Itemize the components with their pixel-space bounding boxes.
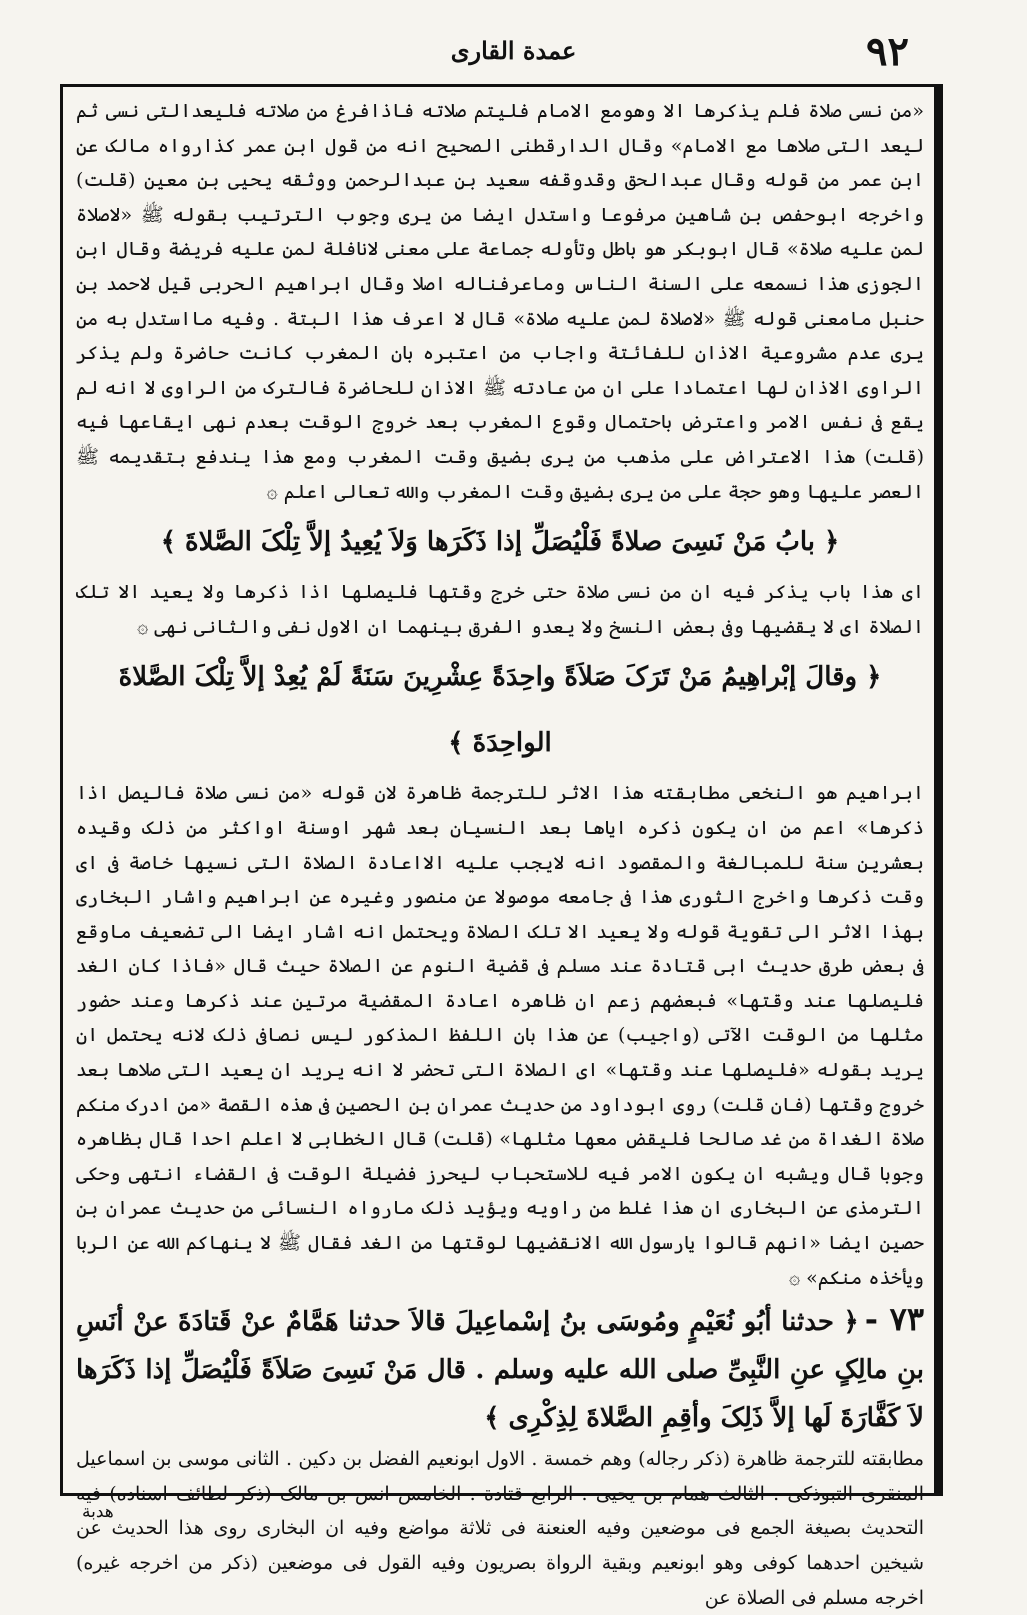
page-number: ٩٢ bbox=[866, 28, 909, 75]
paragraph-commentary-2: ای هذا باب یذکر فیه ان من نسی صلاة حتی خرج وقتها فلیصلها اذا ذکرها ولا یعید الا تلک الصلاة ای لا یقضیها وفی بعض النسخ ولا یعدو الفرق بینهما ان الاول نفی والثانی نهی ۞ bbox=[76, 581, 924, 638]
paragraph-commentary-1: «من نسی صلاة فلم یذکرها الا وهومع الامام فلیتم صلاته فاذافرغ من صلاته فلیعدالتی نسی ثم لیعد التی صلاها مع الامام» وقال الدارقطنی الصحیح انه من قول ابن عمر کذارواه مالک عن ابن عمر من قوله وقال عبدالحق وقدوقفه سعید بن عبدالرحمن ووثقه یحیی بن معین (قلت) واخرجه ابوحفص بن شاهین مرفوعا واستدل ایضا من یری وجوب الترتیب بقوله ﷺ «لاصلاة لمن علیه صلاة» قال ابوبکر هو باطل وتأوله جماعة علی معنی لانافلة لمن علیه فریضة وقال ابن الجوزی هذا نسمعه علی السنة الناس وماعرفناله اصلا وقال ابراهیم الحربی قیل لاحمد بن حنبل مامعنی قوله ﷺ «لاصلاة لمن علیه صلاة» قال لا اعرف هذا البتة . وفیه مااستدل به من یری عدم مشروعیة الاذان للفائتة واجاب من اعتبره بان المغرب کانت حاضرة ولم یذکر الراوی الاذان لها اعتمادا علی ان من عادته ﷺ الاذان للحاضرة فالترک من الراوی لا انه لم یقع فی نفس الامر واعترض باحتمال وقوع المغرب بعد خروج الوقت بعدم نهی ایقاعها فیه (قلت) هذا الاعتراض علی مذهب من یری بضیق وقت المغرب ومع هذا یندفع بتقدیمه ﷺ العصر علیها وهو حجة علی من یری بضیق وقت المغرب والله تعالی اعلم ۞ bbox=[76, 100, 924, 503]
hadith-number: ٧٣ - bbox=[864, 1300, 925, 1339]
paragraph-commentary-3: ابراهیم هو النخعی مطابقته هذا الاثر للترجمة ظاهرة لان قوله «من نسی صلاة فالیصل اذا ذکرها» اعم من ان یکون ذکره ایاها بعد النسیان بعد شهر اوسنة اواکثر من ذلک وقیده بعشرین سنة للمبالغة والمقصود انه لایجب علیه الااعادة الصلاة التی نسیها خاصة فی ای وقت ذکرها واخرج الثوری هذا فی جامعه موصولا عن منصور وغیره عن ابراهیم واشار البخاری بهذا الاثر الی تقویة قوله ولا یعید الا تلک الصلاة ویحتمل انه اشار ایضا الی تضعیف ماوقع فی بعض طرق حدیث ابی قتادة عند مسلم فی قضیة النوم عن الصلاة حیث قال «فاذا کان الغد فلیصلها عند وقتها» فبعضهم زعم ان ظاهره اعادة المقضیة مرتین عند ذکرها وعند حضور مثلها من الوقت الآتی (واجیب) عن هذا بان اللفظ المذکور لیس نصافی ذلک لانه یحتمل ان یرید بقوله «فلیصلها عند وقتها» ای الصلاة التی تحضر لا انه یرید ان یعید التی صلاها بعد خروج وقتها (فان قلت) روی ابوداود من حدیث عمران بن الحصین فی هذه القصة «من ادرک منکم صلاة الغداة من غد صالحا فلیقض معها مثلها» (قلت) قال الخطابی لا اعلم احدا قال بظاهره وجوبا قال ویشبه ان یکون الامر فیه للاستحباب لیحرز فضیلة الوقت فی القضاء انتهی وحکی الترمذی عن البخاری ان هذا غلط من راویه ویؤید ذلک مارواه النسائی من حدیث عمران بن حصین ایضا «انهم قالوا یارسول الله الانقضیها لوقتها من الغد فقال ﷺ لا ینهاکم الله عن الربا ویأخذه منکم» ۞ bbox=[76, 782, 924, 1289]
hadith-body: ﴿ حدثنا أبُو نُعَیْمٍ ومُوسَی بنُ إسْماعِیلَ قالاَ حدثنا هَمَّامٌ عنْ قَتادَةَ عنْ أنَسِ بنِ مالِکٍ عنِ النَّبِیِّ صلی الله علیه وسلم . قال مَنْ نَسِیَ صَلاَةً فَلْیُصَلِّ إذا ذَکَرَها لاَ کَفَّارَةَ لَها إلاَّ ذَلِکَ وأقِمِ الصَّلاةَ لِذِکْرِی ﴾ bbox=[76, 1307, 924, 1434]
chapter-heading-2: ﴿ وقالَ إبْراهِیمُ مَنْ تَرَکَ صَلاَةً واحِدَةً عِشْرِینَ سَنَةً لَمْ یُعِدْ إلاَّ تِلْکَ الصَّلاةَ الواحِدَةَ ﴾ bbox=[118, 662, 882, 759]
chapter-heading-1: ﴿ بابُ مَنْ نَسِیَ صلاةً فَلْیُصَلِّ إذا ذَکَرَها وَلاَ یُعِیدُ إلاَّ تِلْکَ الصَّلاةَ ﴾ bbox=[160, 527, 840, 558]
running-title: عمدة القاری bbox=[450, 36, 577, 65]
catchword: هدبة bbox=[82, 1502, 114, 1522]
paragraph-commentary-4: مطابقته للترجمة ظاهرة (ذکر رجاله) وهم خمسة . الاول ابونعیم الفضل بن دکین . الثانی موسی بن اسماعیل المنقری التبوذکی . الثالث همام بن یحیی . الرابع قتادة . الخامس انس بن مالک (ذکر لطائف اسناده) فیه التحدیث بصیغة الجمع فی موضعین وفیه العنعنة فی ثلاثة مواضع وفیه ان البخاری روی هذا الحدیث عن شیخین احدهما کوفی وهو ابونعیم وبقیة الرواة بصریون وفیه القول فی موضعین (ذکر من اخرجه غیره) اخرجه مسلم فی الصلاة عن bbox=[76, 1448, 924, 1609]
hadith-text bbox=[76, 1295, 924, 1442]
page-header bbox=[60, 28, 967, 78]
